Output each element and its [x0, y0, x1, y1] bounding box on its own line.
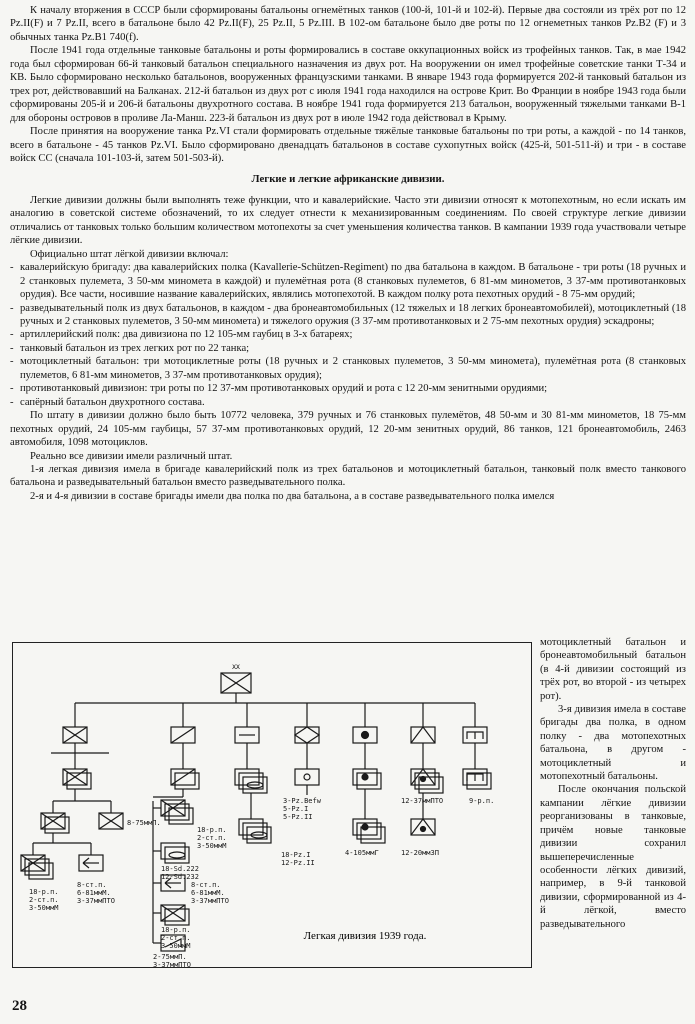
chart-label: 2-ст.п. — [29, 896, 59, 904]
chart-label: 4-105ммГ — [345, 849, 379, 857]
paragraph: После принятия на вооружение танка Pz.VI стали формировать отдельные тяжёлые танковые батальоны по три роты, а каждой - по 14 танков, всего в батальоне - 45 танков Pz.VI. Было сформировано двенадцать батальонов в составе сухопутных войск (425-й, 501-511-й) и три - в составе войск СС (сначала 101-103-й, затем 501-503-й). — [10, 126, 686, 164]
chart-label: 3-50ммМ — [197, 842, 227, 850]
list-item: - сапёрный батальон двухротного состава. — [10, 396, 686, 409]
section-heading: Легкие и легкие африканские дивизии. — [251, 173, 445, 186]
chart-label: 6-81ммМ. — [191, 889, 225, 897]
chart-label: 18-Sd.222 — [161, 865, 199, 873]
chart-label: 3-Pz.Befw — [283, 797, 321, 805]
list-item: - кавалерийскую бригаду: два кавалерийских полка (Kavallerie-Schützen-Regiment) по два батальона в каждом. В батальоне - три роты (18 ручных и 2 станковых пулемета, 3 50-мм миномета в каждой) и пулемётная рота (8 станковых пулеметов, 6 81-мм минометов, 3 37-мм противотанковых орудия). Все части, носившие название кавалерийских, являлись мотопехотой. В каждом полку рота пехотных орудий - 8 75-мм орудий; — [10, 261, 686, 301]
division-symbol: XX — [232, 663, 240, 671]
list-item: - артиллерийский полк: два дивизиона по 12 105-мм гаубиц в 3-х батареях; — [10, 328, 686, 341]
chart-label: 3-50ммМ — [29, 904, 59, 912]
chart-label: 2-75ммП. — [153, 953, 187, 961]
chart-label: 18-р.п. — [197, 826, 227, 834]
side-text-column — [540, 636, 686, 931]
list-item: - мотоциклетный батальон: три мотоциклетные роты (18 ручных и 2 станковых пулеметов, 3 50-мм миномета), пулемётная рота (8 станковых пулеметов, 6 81-мм минометов, 3 37-мм противотанковых орудия); — [10, 355, 686, 382]
org-chart-diagram — [13, 643, 531, 967]
chart-label: 3-37ммПТО — [77, 897, 115, 905]
chart-label: 12-37ммПТО — [401, 797, 444, 805]
chart-label: 8-ст.п. — [191, 881, 221, 889]
paragraph: По штату в дивизии должно было быть 10772 человека, 379 ручных и 76 станковых пулемётов, 48 50-мм и 30 81-мм минометов, 18 75-мм пехотных орудий, 24 105-мм гаубицы, 57 37-мм противотанковых орудий, 12 20-мм зенитных орудий, 86 танков, 121 бронеавтомобиль, 2463 автомобиля, 1098 мотоциклов. — [10, 410, 686, 449]
chart-label: 5-Pz.I — [283, 805, 309, 813]
paragraph: Официально штат лёгкой дивизии включал: — [30, 248, 229, 260]
paragraph: После 1941 года отдельные танковые батальоны и роты формировались в составе оккупационных войск из трофейных танков. Так, в мае 1942 года был сформирован 66-й танковый батальон специального назначения из двух рот. На вооружении он имел трофейные советские танки Т-34 и КВ. Было сформировано несколько батальонов, вооруженных французскими танками. В январе 1943 года формируется 202-й танковый батальон из трех рот, действовавший на Балканах. 212-й батальон из двух рот с июля 1941 года находился на острове Крит. Во Франции в ноябре 1943 года были сформированы 205-й и 206-й батальоны двухротного состава. В ноябре 1941 года формируется 213 батальон, вооруженный тяжелыми танками B-1 для обороны островов в проливе Ла-Манш. 223-й батальон из двух рот в июле 1942 года действовал в Крыму. — [10, 45, 686, 124]
list-item: - танковый батальон из трех легких рот по 22 танка; — [10, 342, 686, 355]
chart-label: 18-р.п. — [161, 926, 191, 934]
paragraph: К началу вторжения в СССР были сформированы батальоны огнемётных танков (100-й, 101-й и 102-й). Первые два состояли из трёх рот по 12 Pz.II(F) и 7 Pz.II, всего в батальоне было 42 Pz.II(F), 25 Pz.II, 5 Pz.III. В 102-ом батальоне было две роты по 12 огнеметных танков Pz.B2 (F) и 3 обычных танка Pz.B1 740(f). — [10, 5, 686, 43]
chart-label: 3-50ммМ — [161, 942, 191, 950]
chart-label: 9-р.п. — [469, 797, 495, 805]
main-text-block — [10, 4, 686, 503]
paragraph: 1-я легкая дивизия имела в бригаде кавалерийский полк из трех батальонов и мотоциклетный батальон, танковый полк вместо танкового батальона и разведывательный батальон вместо разведывательного полка. — [10, 463, 686, 489]
paragraph: 3-я дивизия имела в составе бригады два полка, в одном полку - два мотопехотных батальона, в другом - мотоциклетный и мотопехотный батальоны. — [540, 704, 686, 783]
paragraph: Реально все дивизии имели различный штат. — [30, 450, 233, 462]
paragraph: После окончания польской кампании лёгкие дивизии реорганизованы в танковые, причём новые танковые дивизии сохранил вышеперечисленные особенности лёгких дивизий, например, в 9-й танковой дивизии, сформированной из 4-й лёгкой, вместо разведывательного — [540, 784, 686, 930]
chart-label: 5-Pz.II — [283, 813, 313, 821]
chart-label: 12-Pz.II — [281, 859, 315, 867]
org-chart-figure — [12, 642, 532, 968]
chart-label: 3-37ммПТО — [153, 961, 191, 967]
page-number: 28 — [12, 998, 27, 1014]
chart-label: 3-37ммПТО — [191, 897, 229, 905]
chart-label: 12-20ммЗП — [401, 849, 439, 857]
chart-label: 8-75ммП. — [127, 819, 161, 827]
chart-label: 6-81ммМ. — [77, 889, 111, 897]
chart-label: 12-Sd.232 — [161, 873, 199, 881]
paragraph: Легкие дивизии должны были выполнять теже функции, что и кавалерийские. Часто эти дивизии относят к мотопехотным, но если искать им аналогию в советской системе обозначений, то их следует отнести к механизированным соединениям. По своей структуре легкие дивизии отличались от танковых только большим количеством мотопехоты за счет уменьшения количества танков. В кампании 1939 года участвовали четыре лёгкие дивизии. — [10, 194, 686, 247]
chart-label: 8-ст.п. — [77, 881, 107, 889]
list-item: - разведывательный полк из двух батальонов, в каждом - два бронеавтомобильных (12 тяжелых и 18 легких бронеавтомобилей), мотоциклетный (18 ручных и 2 станковых пулеметов, 3 50-мм миномета) и тяжелого оружия (3 37-мм противотанковых и 2 75-мм пехотных орудия) эскадроны; — [10, 302, 686, 329]
chart-label: 2-ст.п. — [197, 834, 227, 842]
paragraph: мотоциклетный батальон и бронеавтомобильный батальон (в 4-й дивизии состоящий из трёх рот, во второй - из четырех рот). — [540, 637, 686, 702]
chart-label: 18-р.п. — [29, 888, 59, 896]
figure-caption: Легкая дивизия 1939 года. — [303, 930, 427, 942]
paragraph: 2-я и 4-я дивизии в составе бригады имели два полка по два батальона, а в составе разведывательного полка имелся — [30, 490, 555, 502]
chart-label: 2-ст.п. — [161, 934, 191, 942]
list-item: - противотанковый дивизион: три роты по 12 37-мм противотанковых орудий и рота с 12 20-мм зенитными орудиями; — [10, 382, 686, 395]
chart-label: 18-Pz.I — [281, 851, 311, 859]
